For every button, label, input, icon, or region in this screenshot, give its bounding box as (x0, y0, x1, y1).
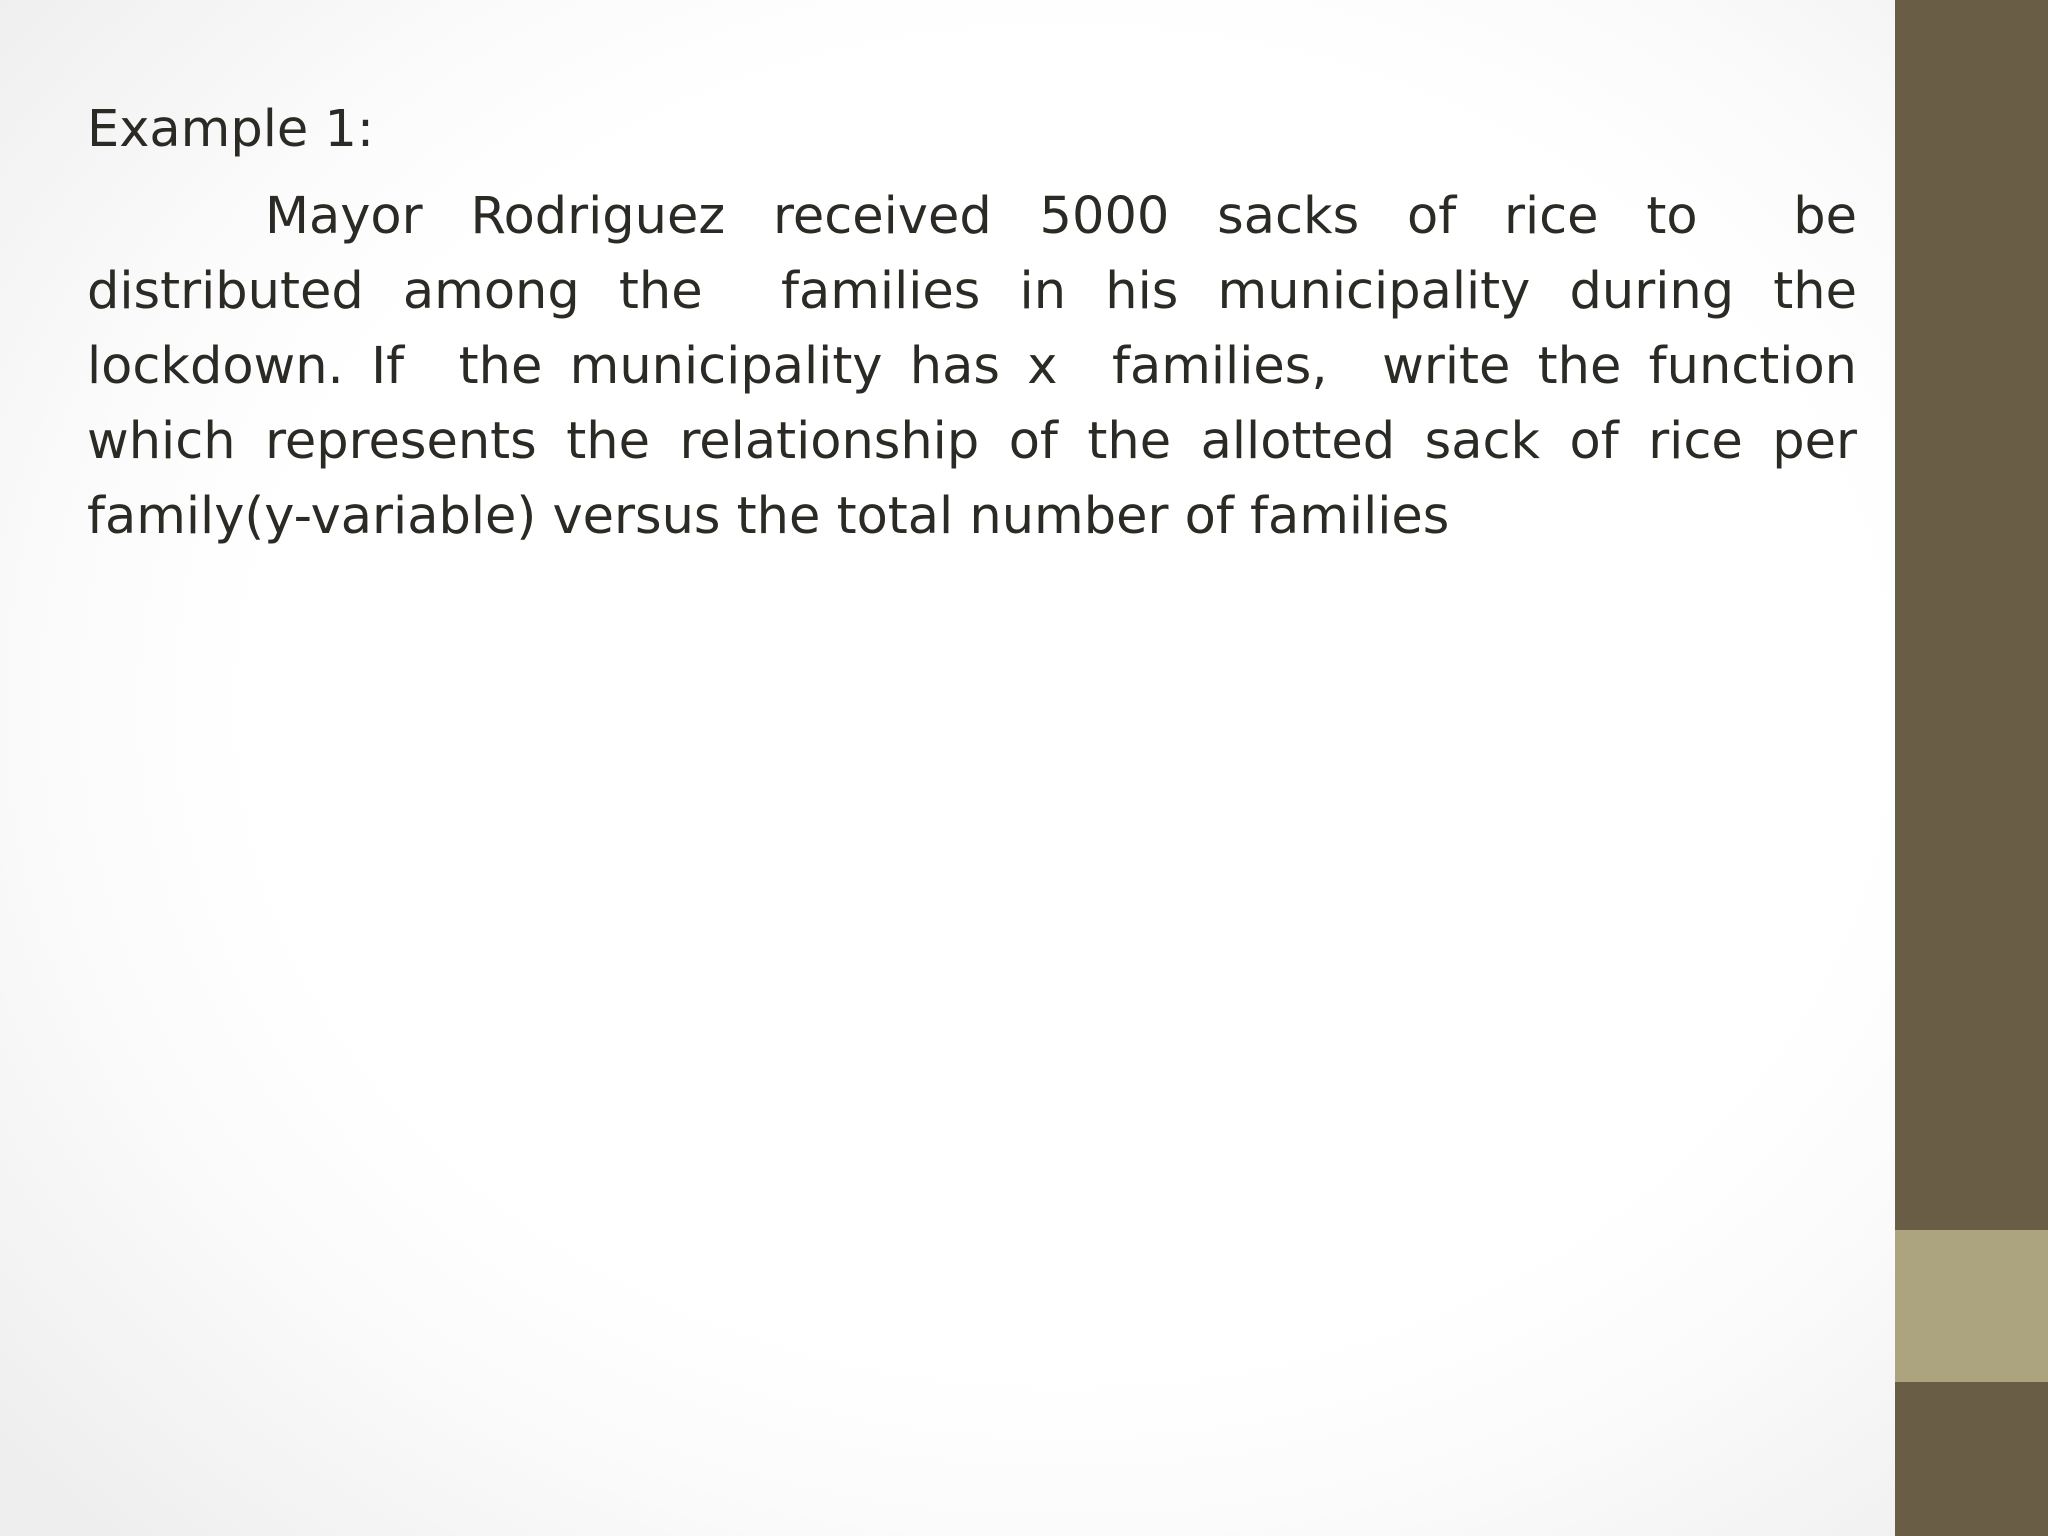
decorative-band-top (1895, 0, 2048, 1230)
decorative-band-accent (1895, 1230, 2048, 1382)
decorative-band-bottom (1895, 1382, 2048, 1536)
slide-content (87, 92, 1874, 554)
slide-heading: Example 1: (87, 100, 375, 159)
slide-body-text: Mayor Rodriguez received 5000 sacks of rice to be distributed among the families in his municipality during the lockdown. If the municipality has x families, write the function which represents the relationship of the allotted sack of rice per family(y-variable) versus the total number of families (87, 187, 1874, 546)
